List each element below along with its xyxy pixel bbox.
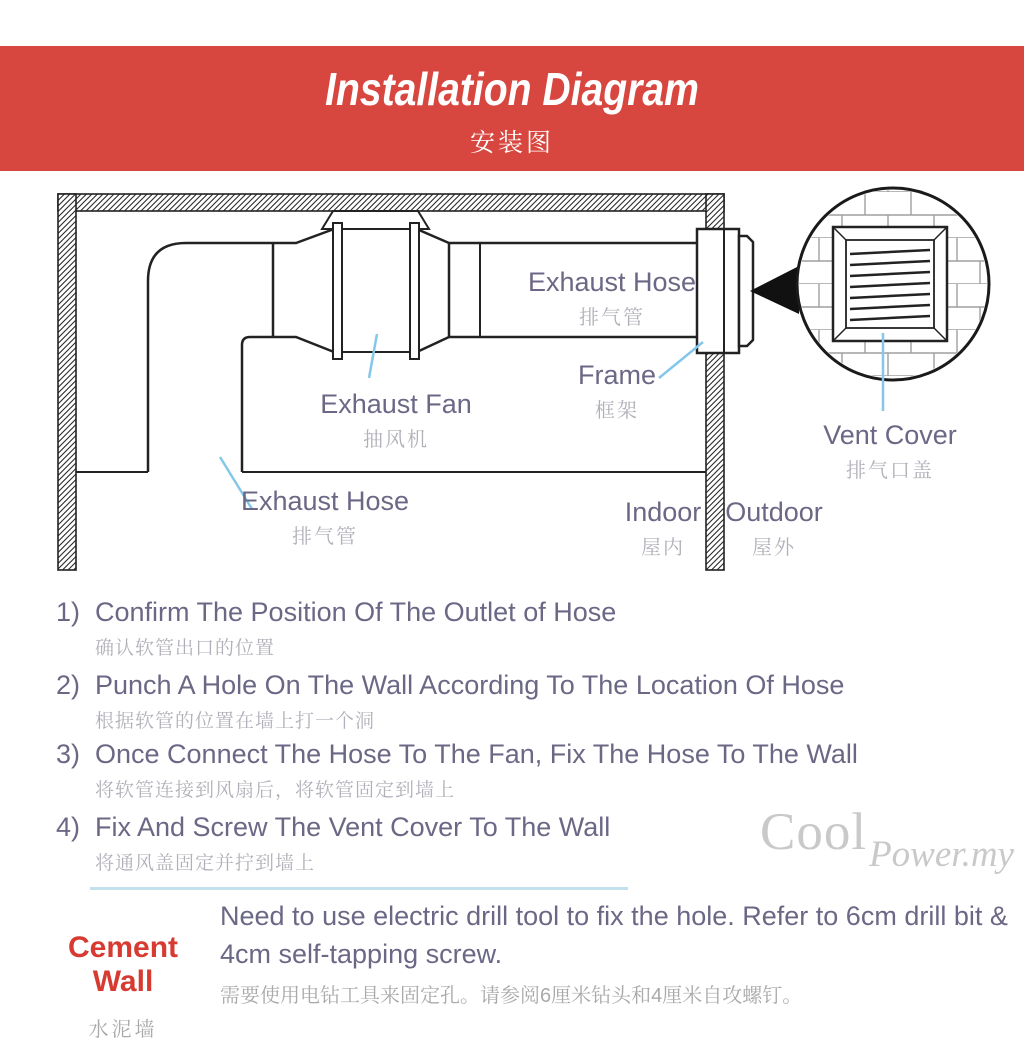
label-vent-cover <box>823 419 957 483</box>
label-exhaust-hose-left <box>241 485 409 549</box>
page-subtitle: 安装图 <box>469 129 554 157</box>
label-indoor <box>625 496 702 560</box>
step-number: 2) <box>56 670 81 700</box>
cement-wall-heading <box>34 931 212 1042</box>
instruction-step-2 <box>56 670 844 733</box>
label-exhaust-hose-left-cn: 排气管 <box>292 526 358 549</box>
label-exhaust-fan-en: Exhaust Fan <box>320 389 472 419</box>
step-number: 3) <box>56 739 81 769</box>
magnifier-callout-arrow-icon <box>750 266 799 314</box>
cement-wall-heading-cn: 水泥墙 <box>88 1019 158 1041</box>
fan-body <box>342 229 411 352</box>
label-exhaust-hose-top <box>528 266 696 330</box>
brand-logo-part2: Power.my <box>869 834 1014 875</box>
step-text-en: Punch A Hole On The Wall According To The Location Of Hose <box>95 670 845 700</box>
label-indoor-cn: 屋内 <box>641 537 685 560</box>
footer-divider <box>90 887 628 890</box>
step-text-cn: 根据软管的位置在墙上打一个洞 <box>95 711 376 733</box>
footer-note-en-line1: Need to use electric drill tool to fix the hole. Refer to 6cm drill bit & <box>220 901 1008 931</box>
step-text-en: Fix And Screw The Vent Cover To The Wall <box>95 812 611 842</box>
frame-assembly <box>697 229 753 353</box>
step-text-en: Once Connect The Hose To The Fan, Fix The Hose To The Wall <box>95 739 858 769</box>
footer-note <box>220 897 1008 1008</box>
label-exhaust-fan <box>320 388 472 452</box>
label-outdoor-cn: 屋外 <box>752 537 796 560</box>
label-exhaust-hose-top-en: Exhaust Hose <box>527 267 697 297</box>
step-text-cn: 将通风盖固定并拧到墙上 <box>95 853 316 875</box>
brand-logo-part1: Cool <box>760 803 868 861</box>
label-vent-cover-en: Vent Cover <box>823 420 957 450</box>
instruction-step-3 <box>56 739 858 802</box>
vent-cover-front <box>833 227 947 341</box>
step-text-cn: 将软管连接到风扇后，将软管固定到墙上 <box>95 780 456 802</box>
hose-cone-left <box>273 229 334 352</box>
label-indoor-en: Indoor <box>624 497 702 527</box>
label-frame-en: Frame <box>577 360 657 390</box>
step-number: 1) <box>56 597 81 627</box>
instruction-step-4 <box>56 812 610 875</box>
exhaust-hose-elbow <box>148 243 273 472</box>
instruction-step-1 <box>56 597 616 660</box>
label-exhaust-hose-left-en: Exhaust Hose <box>240 486 410 516</box>
step-number: 4) <box>56 812 81 842</box>
brand-logo <box>760 802 1014 876</box>
vent-cover-detail-circle <box>790 182 996 388</box>
cement-wall-heading-en: Cement Wall <box>67 931 179 998</box>
label-outdoor-en: Outdoor <box>725 497 823 527</box>
label-frame <box>578 359 656 423</box>
step-text-cn: 确认软管出口的位置 <box>95 638 276 660</box>
footer-note-cn: 需要使用电钻工具来固定孔。请参阅6厘米钻头和4厘米自攻螺钉。 <box>220 985 803 1007</box>
page-title: Installation Diagram <box>325 63 699 115</box>
label-vent-cover-cn: 排气口盖 <box>845 460 934 483</box>
label-frame-cn: 框架 <box>594 400 639 423</box>
label-outdoor <box>725 496 823 560</box>
label-exhaust-fan-cn: 抽风机 <box>363 429 429 452</box>
label-exhaust-hose-top-cn: 排气管 <box>579 307 645 330</box>
footer-note-en-line2: 4cm self-tapping screw. <box>220 939 503 969</box>
step-text-en: Confirm The Position Of The Outlet of Hose <box>95 597 617 627</box>
